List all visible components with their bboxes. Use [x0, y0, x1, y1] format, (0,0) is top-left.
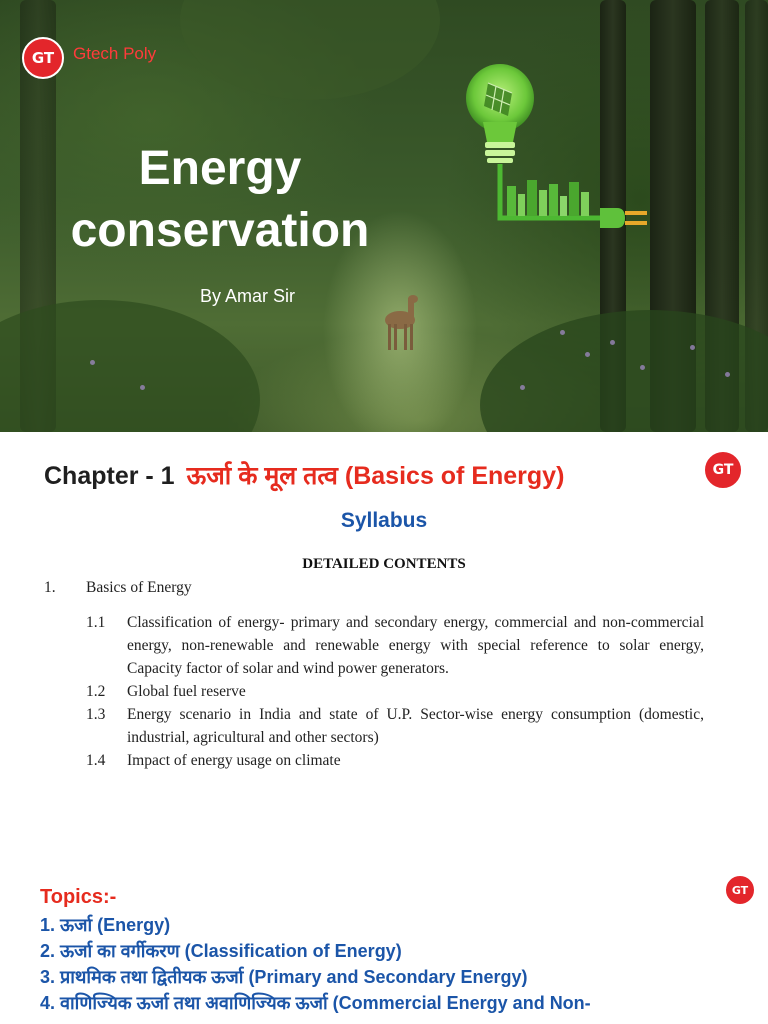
toc-text: Global fuel reserve — [127, 683, 246, 700]
flower — [690, 345, 695, 350]
chapter-heading — [44, 458, 564, 492]
toc-number: 1. — [44, 579, 56, 596]
toc-text: Impact of energy usage on climate — [127, 752, 341, 769]
flower — [140, 385, 145, 390]
foliage — [0, 300, 260, 432]
contents-heading: DETAILED CONTENTS — [302, 556, 466, 572]
toc-number: 1.4 — [86, 752, 106, 769]
brand-name: Gtech Poly — [73, 44, 157, 63]
flower — [585, 352, 590, 357]
toc-text: Energy scenario in India and state of U.P. Sector-wise energy consumption (domestic, industrial, agricultural and other sectors) — [127, 706, 704, 746]
toc-main-item — [44, 576, 704, 599]
toc-subitems — [44, 611, 704, 772]
topics-heading: Topics:- — [40, 886, 117, 908]
topic-item: 1. ऊर्जा (Energy) — [40, 915, 171, 935]
cover-title-line: conservation — [70, 204, 370, 257]
topic-item: 2. ऊर्जा का वर्गीकरण (Classification of Energy) — [40, 941, 402, 961]
flower — [640, 365, 645, 370]
chapter-number: Chapter - 1 — [44, 462, 175, 490]
toc-subitem — [44, 611, 704, 680]
flower — [520, 385, 525, 390]
cover-author: By Amar Sir — [200, 286, 296, 306]
toc-text: Basics of Energy — [86, 579, 192, 596]
toc-subitem — [44, 703, 704, 749]
flower — [610, 340, 615, 345]
cover-title — [30, 138, 410, 262]
topic-item: 4. वाणिज्यिक ऊर्जा तथा अवाणिज्यिक ऊर्जा (Commercial Energy and Non- — [40, 993, 591, 1013]
syllabus-heading: Syllabus — [340, 509, 428, 532]
toc-subitem — [44, 749, 704, 772]
cover-title-line: Energy — [138, 142, 302, 195]
toc-subitem — [44, 680, 704, 703]
toc-number: 1.3 — [86, 706, 106, 723]
topic-item: 3. प्राथमिक तथा द्वितीयक ऊर्जा (Primary and Secondary Energy) — [40, 967, 528, 987]
toc-text: Classification of energy- primary and secondary energy, commercial and non-commercial energy, non-renewable and renewable energy with special reference to solar energy, Capacity factor of solar and wind power generators. — [127, 614, 704, 677]
toc-number: 1.2 — [86, 683, 106, 700]
gtech-logo-icon: GT — [22, 37, 64, 79]
chapter-title: ऊर्जा के मूल तत्व (Basics of Energy) — [186, 462, 565, 490]
topics-list — [40, 912, 760, 1016]
flower — [560, 330, 565, 335]
gtech-logo-icon: GT — [703, 450, 743, 490]
cover-slide — [0, 0, 768, 432]
foliage — [480, 310, 768, 432]
flower — [725, 372, 730, 377]
deer-icon — [370, 290, 430, 360]
detailed-contents — [44, 576, 704, 772]
lightbulb-plug-icon — [455, 58, 655, 258]
flower — [90, 360, 95, 365]
toc-number: 1.1 — [86, 614, 106, 631]
gtech-logo-icon: GT — [724, 874, 756, 906]
foliage — [180, 0, 440, 100]
